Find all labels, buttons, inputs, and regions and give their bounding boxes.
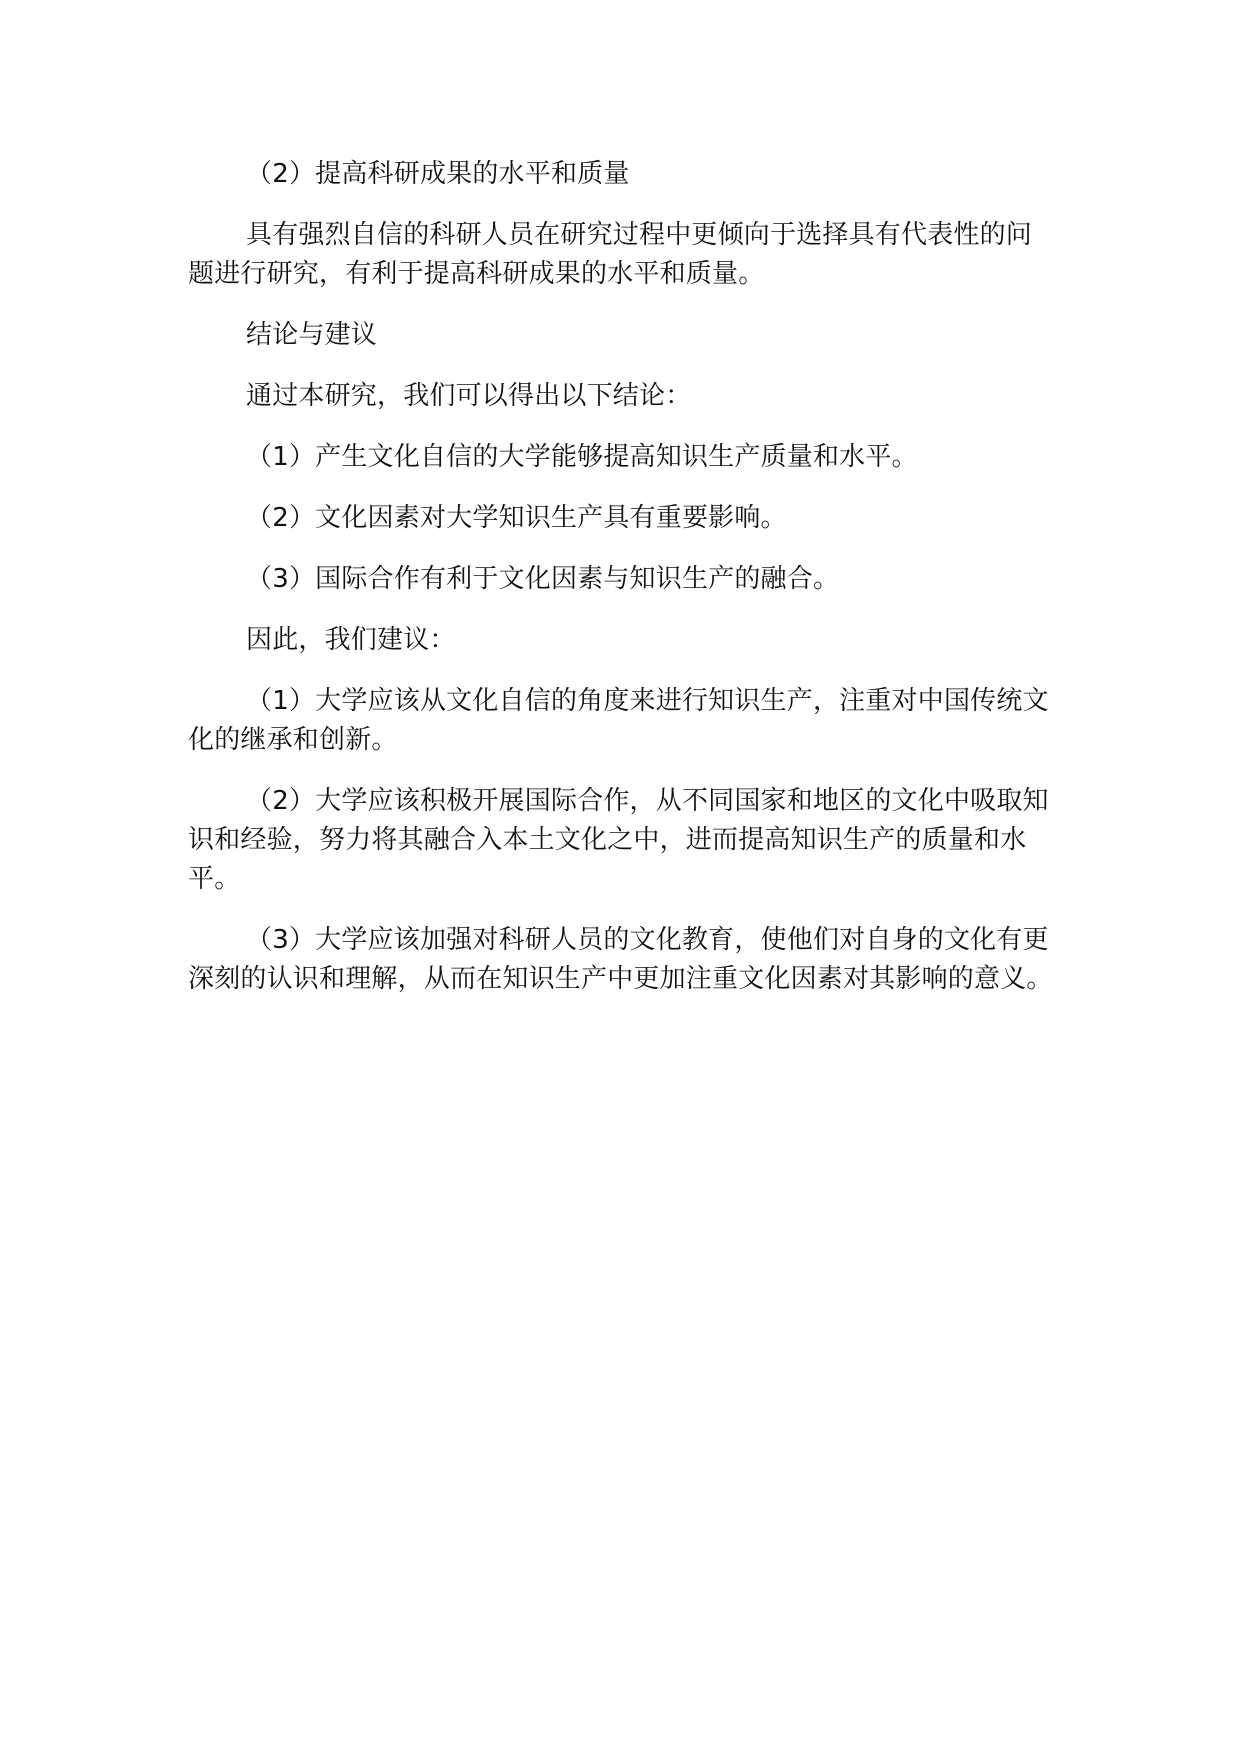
- section-heading: 结论与建议: [246, 320, 378, 350]
- suggestion-intro: 因此，我们建议：: [246, 625, 456, 655]
- suggestion-item-3: （3）大学应该加强对科研人员的文化教育，使他们对自身的文化有更深刻的认识和理解，从而在知识生产中更加注重文化因素对其影响的意义。: [188, 925, 1053, 994]
- document-body: [188, 155, 1058, 1021]
- conclusion-intro: 通过本研究，我们可以得出以下结论：: [246, 381, 692, 411]
- suggestion-item-1: （1）大学应该从文化自信的角度来进行知识生产，注重对中国传统文化的继承和创新。: [188, 686, 1049, 755]
- body-paragraph: 具有强烈自信的科研人员在研究过程中更倾向于选择具有代表性的问题进行研究，有利于提高科研成果的水平和质量。: [188, 220, 1033, 289]
- conclusion-item-3: （3）国际合作有利于文化因素与知识生产的融合。: [246, 564, 840, 594]
- conclusion-item-1: （1）产生文化自信的大学能够提高知识生产质量和水平。: [246, 442, 918, 472]
- conclusion-item-2: （2）文化因素对大学知识生产具有重要影响。: [246, 503, 787, 533]
- subheading-2: （2）提高科研成果的水平和质量: [246, 159, 630, 189]
- suggestion-item-2: （2）大学应该积极开展国际合作，从不同国家和地区的文化中吸取知识和经验，努力将其融合入本土文化之中，进而提高知识生产的质量和水平。: [188, 786, 1049, 894]
